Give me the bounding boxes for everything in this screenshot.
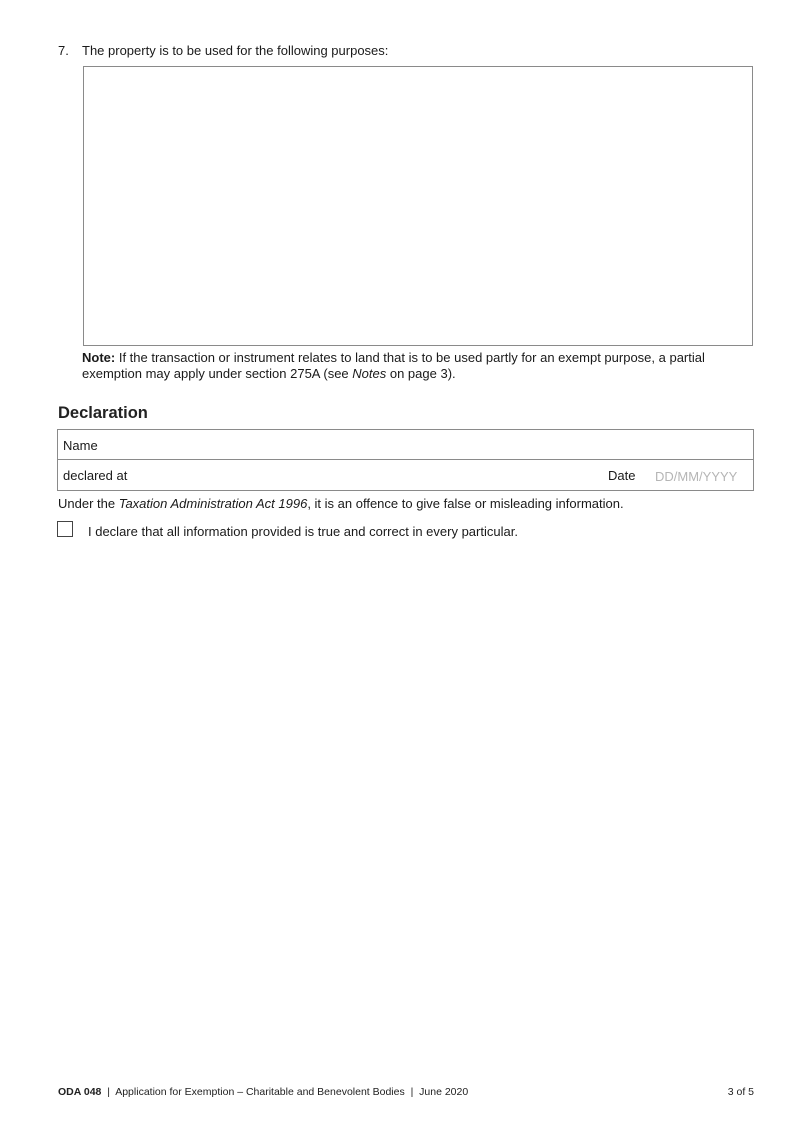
note-text-before: If the transaction or instrument relates to land that is to be used partly for an exempt purpose, a partial exemption may apply under section 275A (see (82, 350, 705, 381)
form-title: Application for Exemption – Charitable and Benevolent Bodies (115, 1086, 405, 1098)
declaration-table (57, 429, 754, 491)
name-row (58, 430, 753, 460)
question-7 (58, 43, 388, 58)
date-input[interactable] (653, 466, 752, 486)
question-text: The property is to be used for the following purposes: (82, 43, 389, 58)
declaration-checkbox[interactable] (57, 521, 73, 537)
note-text-after: on page 3). (386, 366, 456, 381)
form-date: June 2020 (419, 1086, 469, 1098)
form-code: ODA 048 (58, 1086, 102, 1098)
footer-separator-1: | (101, 1086, 116, 1098)
name-label: Name (63, 438, 98, 453)
note-paragraph (82, 350, 762, 382)
footer-separator-2: | (404, 1086, 420, 1098)
declaration-checkbox-label: I declare that all information provided is true and correct in every particular. (88, 524, 518, 539)
note-label: Note: (82, 350, 116, 365)
declared-at-row (58, 460, 753, 490)
declared-at-label: declared at (63, 468, 128, 483)
offence-after: , it is an offence to give false or misleading information. (307, 496, 624, 511)
question-number: 7. (58, 43, 69, 58)
act-name: Taxation Administration Act 1996 (118, 496, 308, 511)
footer-info (58, 1086, 468, 1098)
declaration-heading: Declaration (58, 404, 148, 422)
name-input[interactable] (108, 435, 742, 457)
note-italic: Notes (352, 366, 387, 381)
offence-before: Under the (58, 496, 119, 511)
date-label: Date (608, 468, 636, 483)
offence-statement (58, 496, 624, 511)
page-number: 3 of 5 (727, 1086, 754, 1098)
purposes-field[interactable] (83, 66, 753, 346)
purposes-textarea[interactable] (84, 67, 752, 345)
declared-at-input[interactable] (138, 465, 602, 487)
